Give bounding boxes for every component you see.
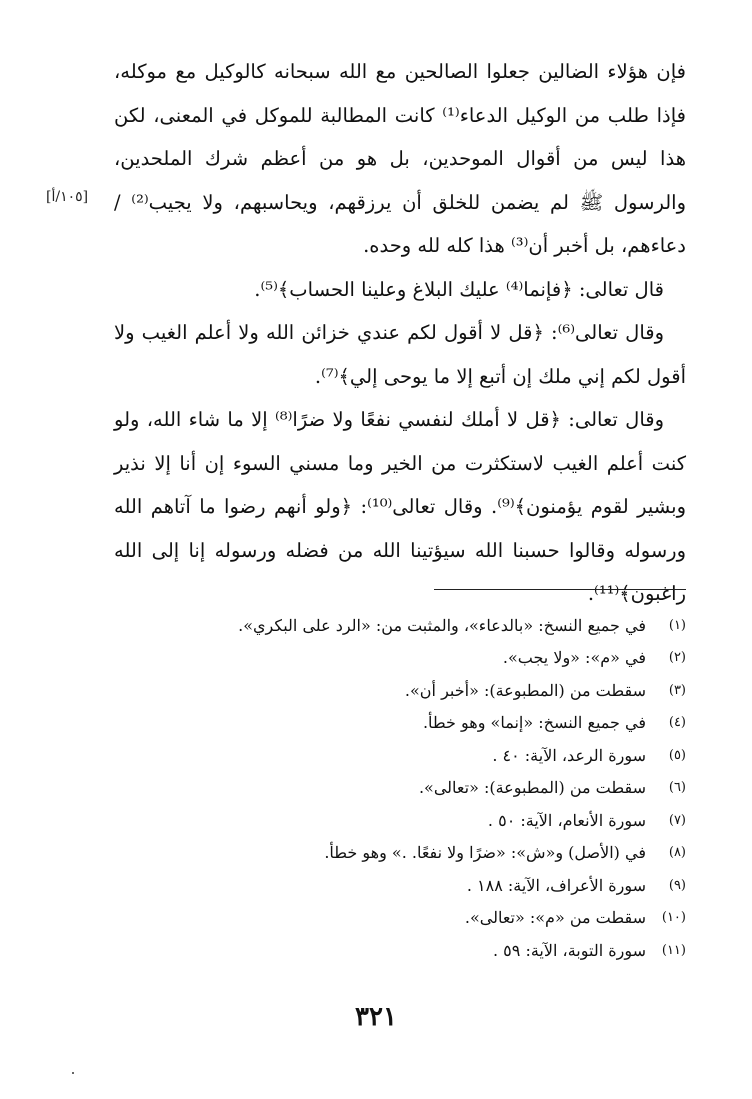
- paragraph-3: وقال تعالى⁽⁶⁾: ﴿قل لا أقول لكم عندي خزائن الله ولا أعلم الغيب ولا أقول لكم إني ملك إن أتبع إلا ما يوحى إلي﴾⁽⁷⁾.: [114, 321, 686, 388]
- footnote-separator: [434, 589, 686, 590]
- footnote-text: سورة الأعراف، الآية: ١٨٨ .: [466, 875, 646, 895]
- footnote-item: [200, 934, 686, 967]
- footnote-item: [200, 902, 686, 935]
- footnote-number: (١): [668, 617, 686, 633]
- footnote-number: (٨): [668, 845, 686, 861]
- page-number: ٣٢١: [355, 1002, 397, 1032]
- footnote-number: (٦): [668, 780, 686, 796]
- paragraph-4: وقال تعالى: ﴿قل لا أملك لنفسي نفعًا ولا ضرًا⁽⁸⁾ إلا ما شاء الله، ولو كنت أعلم الغيب لاستكثرت من الخير وما مسني السوء إن أنا إلا نذير وبشير لقوم يؤمنون﴾⁽⁹⁾. وقال تعالى⁽¹⁰⁾: ﴿ولو أنهم رضوا ما آتاهم الله ورسوله وقالوا حسبنا الله سيؤتينا الله من فضله ورسوله إنا إلى الله راغبون﴾⁽¹¹⁾.: [114, 408, 686, 605]
- paragraph-1: فإن هؤلاء الضالين جعلوا الصالحين مع الله سبحانه كالوكيل مع موكله، فإذا طلب من الوكيل الدعاء⁽¹⁾ كانت المطالبة للموكل في المعنى، لكن هذا ليس من أقوال الموحدين، بل هو من أعظم شرك الملحدين، والرسول ﷺ لم يضمن للخلق أن يرزقهم، ويحاسبهم، ولا يجيب⁽²⁾ / دعاءهم، بل أخبر أن⁽³⁾ هذا كله لله وحده.: [114, 60, 687, 257]
- footnote-number: (١١): [661, 942, 686, 958]
- footnote-number: (٩): [668, 877, 686, 893]
- footnote-item: [200, 609, 686, 642]
- footnote-item: [200, 772, 686, 805]
- footnote-item: [200, 837, 686, 870]
- footnote-number: (٢): [668, 650, 686, 666]
- footnote-item: [200, 739, 686, 772]
- paragraph-2: قال تعالى: ﴿فإنما⁽⁴⁾ عليك البلاغ وعلينا الحساب﴾⁽⁵⁾.: [254, 277, 664, 301]
- footnotes: [200, 609, 686, 967]
- footnote-number: (١٠): [661, 910, 686, 926]
- footnote-item: [200, 642, 686, 675]
- footnote-text: سقطت من «م»: «تعالى».: [464, 908, 646, 928]
- footnote-item: [200, 804, 686, 837]
- footnote-number: (٤): [668, 715, 686, 731]
- footnote-text: في جميع النسخ: «إنما» وهو خطأ.: [422, 713, 646, 733]
- footnote-number: (٧): [668, 812, 686, 828]
- footnote-text: سقطت من (المطبوعة): «أخبر أن».: [404, 680, 646, 700]
- footnote-text: سقطت من (المطبوعة): «تعالى».: [418, 778, 646, 798]
- footnote-item: [200, 707, 686, 740]
- main-text: [114, 50, 686, 616]
- manuscript-folio-reference: [١٠٥/أ]: [46, 189, 89, 205]
- footnote-text: سورة التوبة، الآية: ٥٩ .: [493, 940, 646, 960]
- footnote-text: في «م»: «ولا يجب».: [502, 648, 646, 668]
- footnote-text: في جميع النسخ: «بالدعاء»، والمثبت من: «الرد على البكري».: [238, 615, 646, 635]
- footnote-text: سورة الأنعام، الآية: ٥٠ .: [487, 810, 646, 830]
- footnote-item: [200, 869, 686, 902]
- footnote-text: سورة الرعد، الآية: ٤٠ .: [492, 745, 646, 765]
- footnote-item: [200, 674, 686, 707]
- scan-speck: [72, 1072, 74, 1074]
- footnote-text: في (الأصل) و«ش»: «ضرًا ولا نفعًا. .» وهو خطأ.: [324, 843, 646, 863]
- footnote-number: (٣): [668, 682, 686, 698]
- footnote-number: (٥): [668, 747, 686, 763]
